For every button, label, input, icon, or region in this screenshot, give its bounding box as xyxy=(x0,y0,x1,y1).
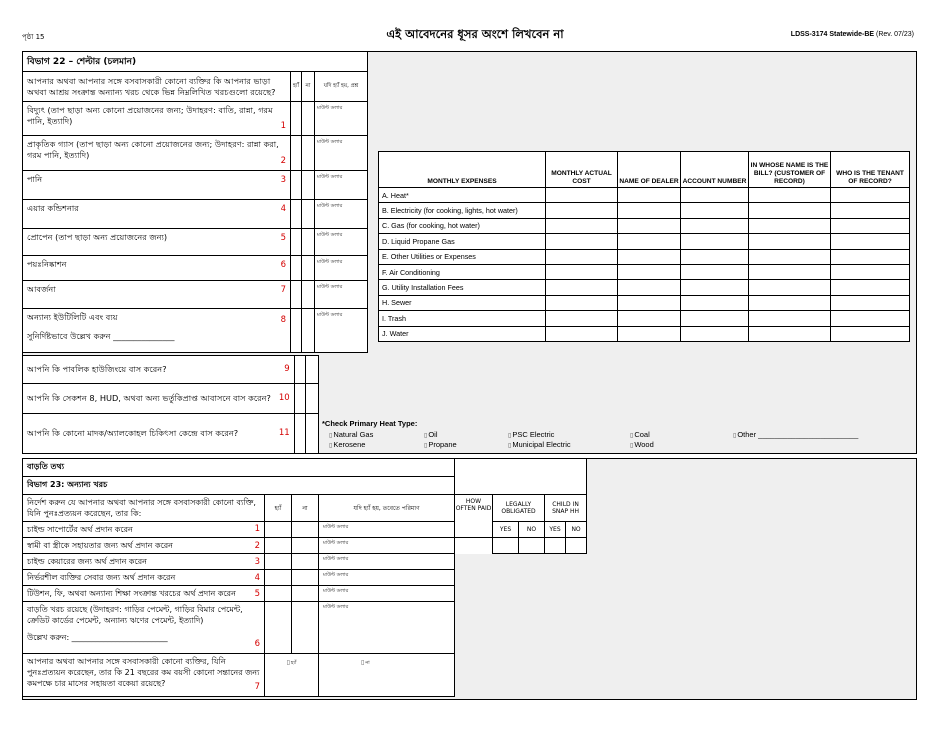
heat-type-label xyxy=(322,419,417,428)
expense-label: E. Other Utilities or Expenses xyxy=(379,249,546,264)
section23-title: বিভাগ 23: অন্যান্য খরচ xyxy=(23,477,455,495)
yes-header: হ্যাঁ xyxy=(291,72,302,102)
tenant-cell[interactable] xyxy=(831,188,910,203)
no-cell[interactable] xyxy=(305,414,318,454)
account-cell[interactable] xyxy=(681,295,749,310)
table-row xyxy=(379,234,910,249)
dealer-cell[interactable] xyxy=(618,264,681,279)
tenant-cell[interactable] xyxy=(831,295,910,310)
page-number: পৃষ্ঠা 15 xyxy=(22,33,45,41)
heat-type-title: *Check Primary Heat Type: xyxy=(322,419,418,428)
legally-yes-header: YES xyxy=(493,522,519,538)
yes-cell[interactable] xyxy=(291,200,302,229)
no-cell[interactable] xyxy=(292,586,319,602)
row-number: 4 xyxy=(280,204,286,214)
section22-row xyxy=(23,200,368,229)
yes-cell[interactable] xyxy=(291,171,302,200)
bill-name-cell[interactable] xyxy=(749,203,831,218)
row-text: আপনি কি কোনো মাদক/অ্যালকোহল চিকিৎসা কেন্দ্রে বাস করেন? xyxy=(27,428,239,438)
dealer-cell[interactable] xyxy=(618,203,681,218)
table-row xyxy=(23,654,587,697)
row-text: আপনি কি সেকশন 8, HUD, অথবা অন্য ভর্তুকিপ্রাপ্ত আবাসনে বাস করেন? xyxy=(27,393,271,403)
no-cell[interactable] xyxy=(305,356,318,384)
no-cell[interactable] xyxy=(292,602,319,654)
row-text: চাইল্ড সাপোর্টের অর্থ প্রদান করেন xyxy=(27,525,133,534)
tenant-cell[interactable] xyxy=(831,311,910,326)
yes-cell[interactable] xyxy=(291,281,302,309)
bill-name-cell[interactable] xyxy=(749,188,831,203)
section22-row xyxy=(23,136,368,171)
no-cell[interactable] xyxy=(302,281,315,309)
table-row xyxy=(379,295,910,310)
section22-extra-table xyxy=(22,355,319,454)
row-number: 10 xyxy=(278,393,290,403)
no-cell[interactable] xyxy=(305,384,318,414)
row-number: 2 xyxy=(254,541,260,551)
section22-question: আপনার অথবা আপনার সঙ্গে বসবাসকারী কোনো ব্যক্তির কি আপনার ভাড়া অথবা আশ্রয় সংক্রান্ত অন্যান্য খরচ থেকে ভিন্ন নিম্নলিখিত খরচগুলো রয়েছে? xyxy=(23,72,291,102)
table-row xyxy=(23,570,587,586)
no-cell[interactable] xyxy=(302,171,315,200)
row-number: 6 xyxy=(280,260,286,270)
amount-cell[interactable]: মাউন্ট ডলার xyxy=(315,102,368,136)
if-yes-header: যদি হ্যাঁ হয়, প্রশ্ন xyxy=(315,72,368,102)
row-number: 7 xyxy=(280,285,286,295)
no-header: না xyxy=(302,72,315,102)
dealer-cell[interactable] xyxy=(618,234,681,249)
utility-table xyxy=(378,151,910,342)
last-yes-checkbox[interactable]: ▯ হ্যাঁ xyxy=(287,660,297,666)
section22-row xyxy=(23,356,319,384)
extra-info-title: বাড়তি তথ্য xyxy=(23,459,455,477)
amount-cell[interactable]: মাউন্ট ডলার xyxy=(315,229,368,256)
yes-cell[interactable] xyxy=(291,309,302,353)
expense-label: C. Gas (for cooking, hot water) xyxy=(379,218,546,233)
bill-name-cell[interactable] xyxy=(749,249,831,264)
account-cell[interactable] xyxy=(681,218,749,233)
row-text: টিউশন, ফি, অথবা অন্যান্য শিক্ষা সংক্রান্ত খরচের অর্থ প্রদান করেন xyxy=(27,589,236,598)
amount-cell[interactable]: মাউন্ট ডলার xyxy=(319,570,455,586)
heat-option-oil[interactable]: ▯ Oil xyxy=(424,430,437,441)
yes-cell[interactable] xyxy=(294,384,305,414)
row-number: 8 xyxy=(280,315,286,325)
no-cell[interactable] xyxy=(292,522,319,538)
heat-option-propane[interactable]: ▯ Propane xyxy=(424,440,457,451)
yes-cell[interactable] xyxy=(291,136,302,171)
cost-cell[interactable] xyxy=(546,203,618,218)
cost-cell[interactable] xyxy=(546,188,618,203)
dealer-cell[interactable] xyxy=(618,295,681,310)
no-cell[interactable] xyxy=(292,570,319,586)
yes-cell[interactable] xyxy=(291,229,302,256)
heat-option-other[interactable]: ▯ Other ________________________ xyxy=(733,430,858,441)
row-number: 3 xyxy=(254,557,260,567)
tenant-cell[interactable] xyxy=(831,326,910,341)
table-row xyxy=(23,554,587,570)
row-text: স্বামী বা স্ত্রীকে সহায়তার জন্য অর্থ প্রদান করেন xyxy=(27,541,173,550)
account-cell[interactable] xyxy=(681,311,749,326)
table-row xyxy=(379,264,910,279)
section22-row xyxy=(23,384,319,414)
row-text: আবর্জনা xyxy=(27,284,56,294)
no-cell[interactable] xyxy=(302,200,315,229)
yes-cell[interactable] xyxy=(294,356,305,384)
section22-row xyxy=(23,281,368,309)
row-number: 1 xyxy=(254,524,260,534)
no-cell[interactable] xyxy=(302,229,315,256)
table-row xyxy=(379,249,910,264)
row-text: পানি xyxy=(27,174,43,184)
amount-cell[interactable]: মাউন্ট ডলার xyxy=(315,256,368,281)
row-number: 1 xyxy=(280,121,286,131)
col-tenant: WHO IS THE TENANT OF RECORD? xyxy=(831,152,910,188)
dealer-cell[interactable] xyxy=(618,218,681,233)
yes-cell[interactable] xyxy=(265,522,292,538)
expense-label: D. Liquid Propane Gas xyxy=(379,234,546,249)
expense-label: F. Air Conditioning xyxy=(379,264,546,279)
dealer-cell[interactable] xyxy=(618,326,681,341)
table-row xyxy=(379,203,910,218)
heat-option-coal[interactable]: ▯ Coal xyxy=(630,430,650,441)
table-row xyxy=(379,311,910,326)
bill-name-cell[interactable] xyxy=(749,295,831,310)
yes-cell[interactable] xyxy=(265,570,292,586)
account-cell[interactable] xyxy=(681,326,749,341)
cost-cell[interactable] xyxy=(546,264,618,279)
legally-header: LEGALLY OBLIGATED xyxy=(493,495,545,522)
child-header: CHILD IN SNAP HH xyxy=(545,495,587,522)
form-rev: (Rev. 07/23) xyxy=(876,31,914,38)
tenant-cell[interactable] xyxy=(831,264,910,279)
child-yes-header: YES xyxy=(545,522,566,538)
tenant-cell[interactable] xyxy=(831,203,910,218)
specify-line[interactable]: উল্লেখ করুন: ________________________ xyxy=(27,633,168,642)
row-text: বিদ্যুৎ (তাপ ছাড়া অন্য কোনো প্রয়োজনের জন্য; উদাহরণ: বাতি, রান্না, গরম পানি, ইত্যাদি) xyxy=(27,105,273,126)
col-bill-name: IN WHOSE NAME IS THE BILL? (CUSTOMER OF RECORD) xyxy=(749,152,831,188)
no-cell[interactable] xyxy=(302,102,315,136)
table-row xyxy=(23,538,587,554)
specify-line[interactable]: সুনির্দিষ্টভাবে উল্লেখ করুন _______________ xyxy=(27,331,175,341)
table-row xyxy=(379,218,910,233)
child-no-cell[interactable] xyxy=(566,538,587,554)
section22-row xyxy=(23,256,368,281)
row-number: 11 xyxy=(278,428,290,438)
cost-cell[interactable] xyxy=(546,311,618,326)
col-dealer: NAME OF DEALER xyxy=(618,152,681,188)
col-actual-cost: MONTHLY ACTUAL COST xyxy=(546,152,618,188)
row-text: আপনার অথবা আপনার সঙ্গে বসবাসকারী কোনো ব্যক্তির, যিনি পুনঃপ্রত্যয়ন করেছেন, তার কি 21 বছরের কম বয়সী কোনো সন্তানের জন্য কমপক্ষে চার মাসের সহায়তা বকেয়া রয়েছে? xyxy=(27,657,260,688)
bill-name-cell[interactable] xyxy=(749,264,831,279)
yes-cell[interactable] xyxy=(265,554,292,570)
how-often-cell[interactable] xyxy=(455,538,493,554)
amount-cell[interactable]: মাউন্ট ডলার xyxy=(319,538,455,554)
expense-label: B. Electricity (for cooking, lights, hot water) xyxy=(379,203,546,218)
amount-cell[interactable]: মাউন্ট ডলার xyxy=(315,136,368,171)
section22-row xyxy=(23,171,368,200)
tenant-cell[interactable] xyxy=(831,218,910,233)
section22-row xyxy=(23,414,319,454)
bill-name-cell[interactable] xyxy=(749,218,831,233)
row-text: বাড়তি খরচ রয়েছে (উদাহরণ: গাড়ির পেমেন্ট, গাড়ির বিমার পেমেন্ট, ক্রেডিট কার্ডের পেমেন্ট, অন্যান্য ঋণের পেমেন্ট, ইত্যাদি) xyxy=(27,605,243,625)
cost-cell[interactable] xyxy=(546,280,618,295)
table-row xyxy=(379,326,910,341)
yes-cell[interactable] xyxy=(291,256,302,281)
row-text: অন্যান্য ইউটিলিটি এবং ব্যয় xyxy=(27,312,118,322)
no-header: না xyxy=(292,495,319,522)
no-cell[interactable] xyxy=(302,136,315,171)
heat-option-kerosene[interactable]: ▯ Kerosene xyxy=(329,440,365,451)
form-code: LDSS-3174 Statewide-BE xyxy=(790,31,875,38)
dealer-cell[interactable] xyxy=(618,188,681,203)
account-cell[interactable] xyxy=(681,188,749,203)
legally-yes-cell[interactable] xyxy=(493,538,519,554)
yes-header: হ্যাঁ xyxy=(265,495,292,522)
yes-cell[interactable] xyxy=(291,102,302,136)
col-monthly-expenses: MONTHLY EXPENSES xyxy=(379,152,546,188)
tenant-cell[interactable] xyxy=(831,249,910,264)
no-cell[interactable] xyxy=(302,309,315,353)
cost-cell[interactable] xyxy=(546,326,618,341)
how-often-header: HOW OFTEN PAID xyxy=(455,495,493,538)
bill-name-cell[interactable] xyxy=(749,280,831,295)
table-row xyxy=(23,586,587,602)
row-text: নির্ভরশীল ব্যক্তির সেবার জন্য অর্থ প্রদান করেন xyxy=(27,573,176,582)
last-no-checkbox[interactable]: ▯ না xyxy=(361,660,370,666)
yes-cell[interactable] xyxy=(294,414,305,454)
expense-label: I. Trash xyxy=(379,311,546,326)
section22-row xyxy=(23,309,368,353)
no-cell[interactable] xyxy=(302,256,315,281)
cost-cell[interactable] xyxy=(546,234,618,249)
row-text: আপনি কি পাবলিক হাউজিংয়ে বাস করেন? xyxy=(27,364,167,374)
yes-cell[interactable] xyxy=(265,602,292,654)
row-number: 9 xyxy=(284,364,290,374)
bill-name-cell[interactable] xyxy=(749,326,831,341)
row-number: 4 xyxy=(254,573,260,583)
table-row xyxy=(379,188,910,203)
row-number: 2 xyxy=(280,156,286,166)
section22-row xyxy=(23,102,368,136)
child-no-header: NO xyxy=(566,522,587,538)
amount-cell[interactable]: মাউন্ট ডলার xyxy=(315,309,368,353)
account-cell[interactable] xyxy=(681,234,749,249)
amount-cell[interactable]: মাউন্ট ডলার xyxy=(319,586,455,602)
tenant-cell[interactable] xyxy=(831,234,910,249)
row-number: 3 xyxy=(280,175,286,185)
table-row xyxy=(23,602,587,654)
amount-cell[interactable]: মাউন্ট ডলার xyxy=(315,171,368,200)
row-text: পয়ঃনিষ্কাশন xyxy=(27,259,67,269)
account-cell[interactable] xyxy=(681,249,749,264)
bill-name-cell[interactable] xyxy=(749,234,831,249)
page-title: এই আবেদনের ধূসর অংশে লিখবেন না xyxy=(386,27,564,41)
yes-cell[interactable] xyxy=(265,586,292,602)
section22-table xyxy=(22,51,368,353)
heat-option-wood[interactable]: ▯ Wood xyxy=(630,440,654,451)
form-id xyxy=(791,31,914,38)
amount-cell[interactable]: মাউন্ট ডলার xyxy=(319,602,455,654)
account-cell[interactable] xyxy=(681,203,749,218)
no-cell[interactable] xyxy=(292,538,319,554)
dealer-cell[interactable] xyxy=(618,249,681,264)
child-yes-cell[interactable] xyxy=(545,538,566,554)
amount-cell[interactable]: মাউন্ট ডলার xyxy=(319,522,455,538)
row-text: প্রোপেন (তাপ ছাড়া অন্য প্রয়োজনের জন্য) xyxy=(27,232,168,242)
amount-cell[interactable]: মাউন্ট ডলার xyxy=(315,281,368,309)
section23-table xyxy=(22,458,587,697)
row-text: চাইল্ড কেয়ারের জন্য অর্থ প্রদান করেন xyxy=(27,557,147,566)
amount-cell[interactable]: মাউন্ট ডলার xyxy=(319,554,455,570)
expense-label: A. Heat* xyxy=(379,188,546,203)
row-number: 7 xyxy=(254,682,260,692)
expense-label: H. Sewer xyxy=(379,295,546,310)
bill-name-cell[interactable] xyxy=(749,311,831,326)
yes-cell[interactable] xyxy=(265,538,292,554)
account-cell[interactable] xyxy=(681,280,749,295)
heat-option-natural-gas[interactable]: ▯ Natural Gas xyxy=(329,430,373,441)
legally-no-cell[interactable] xyxy=(519,538,545,554)
expense-label: J. Water xyxy=(379,326,546,341)
cost-cell[interactable] xyxy=(546,295,618,310)
col-account: ACCOUNT NUMBER xyxy=(681,152,749,188)
row-text: এয়ার কন্ডিশনার xyxy=(27,203,79,213)
expense-label: G. Utility Installation Fees xyxy=(379,280,546,295)
dealer-cell[interactable] xyxy=(618,311,681,326)
table-row xyxy=(23,522,587,538)
heat-option-psc-electric[interactable]: ▯ PSC Electric xyxy=(508,430,554,441)
no-cell[interactable] xyxy=(292,554,319,570)
legally-no-header: NO xyxy=(519,522,545,538)
section23-question: নির্দেশ করুন যে আপনার অথবা আপনার সঙ্গে বসবাসকারী কোনো ব্যক্তি, যিনি পুনঃপ্রত্যয়ন করেছেন, তার কি: xyxy=(23,495,265,522)
account-cell[interactable] xyxy=(681,264,749,279)
section22-row xyxy=(23,229,368,256)
row-number: 5 xyxy=(280,233,286,243)
row-number: 5 xyxy=(254,589,260,599)
amount-cell[interactable]: মাউন্ট ডলার xyxy=(315,200,368,229)
dealer-cell[interactable] xyxy=(618,280,681,295)
tenant-cell[interactable] xyxy=(831,280,910,295)
if-yes-header: যদি হ্যাঁ হয়, তবেতে পরিমাণ xyxy=(319,495,455,522)
table-row xyxy=(379,280,910,295)
row-text: প্রাকৃতিক গ্যাস (তাপ ছাড়া অন্য কোনো প্রয়োজনের জন্য; উদাহরণ: রান্না করা, গরম পানি, ইত্যাদি) xyxy=(27,139,279,160)
heat-option-municipal-electric[interactable]: ▯ Municipal Electric xyxy=(508,440,571,451)
cost-cell[interactable] xyxy=(546,249,618,264)
row-number: 6 xyxy=(254,639,260,649)
cost-cell[interactable] xyxy=(546,218,618,233)
section22-title: বিভাগ 22 – শেল্টার (চলমান) xyxy=(23,52,368,72)
